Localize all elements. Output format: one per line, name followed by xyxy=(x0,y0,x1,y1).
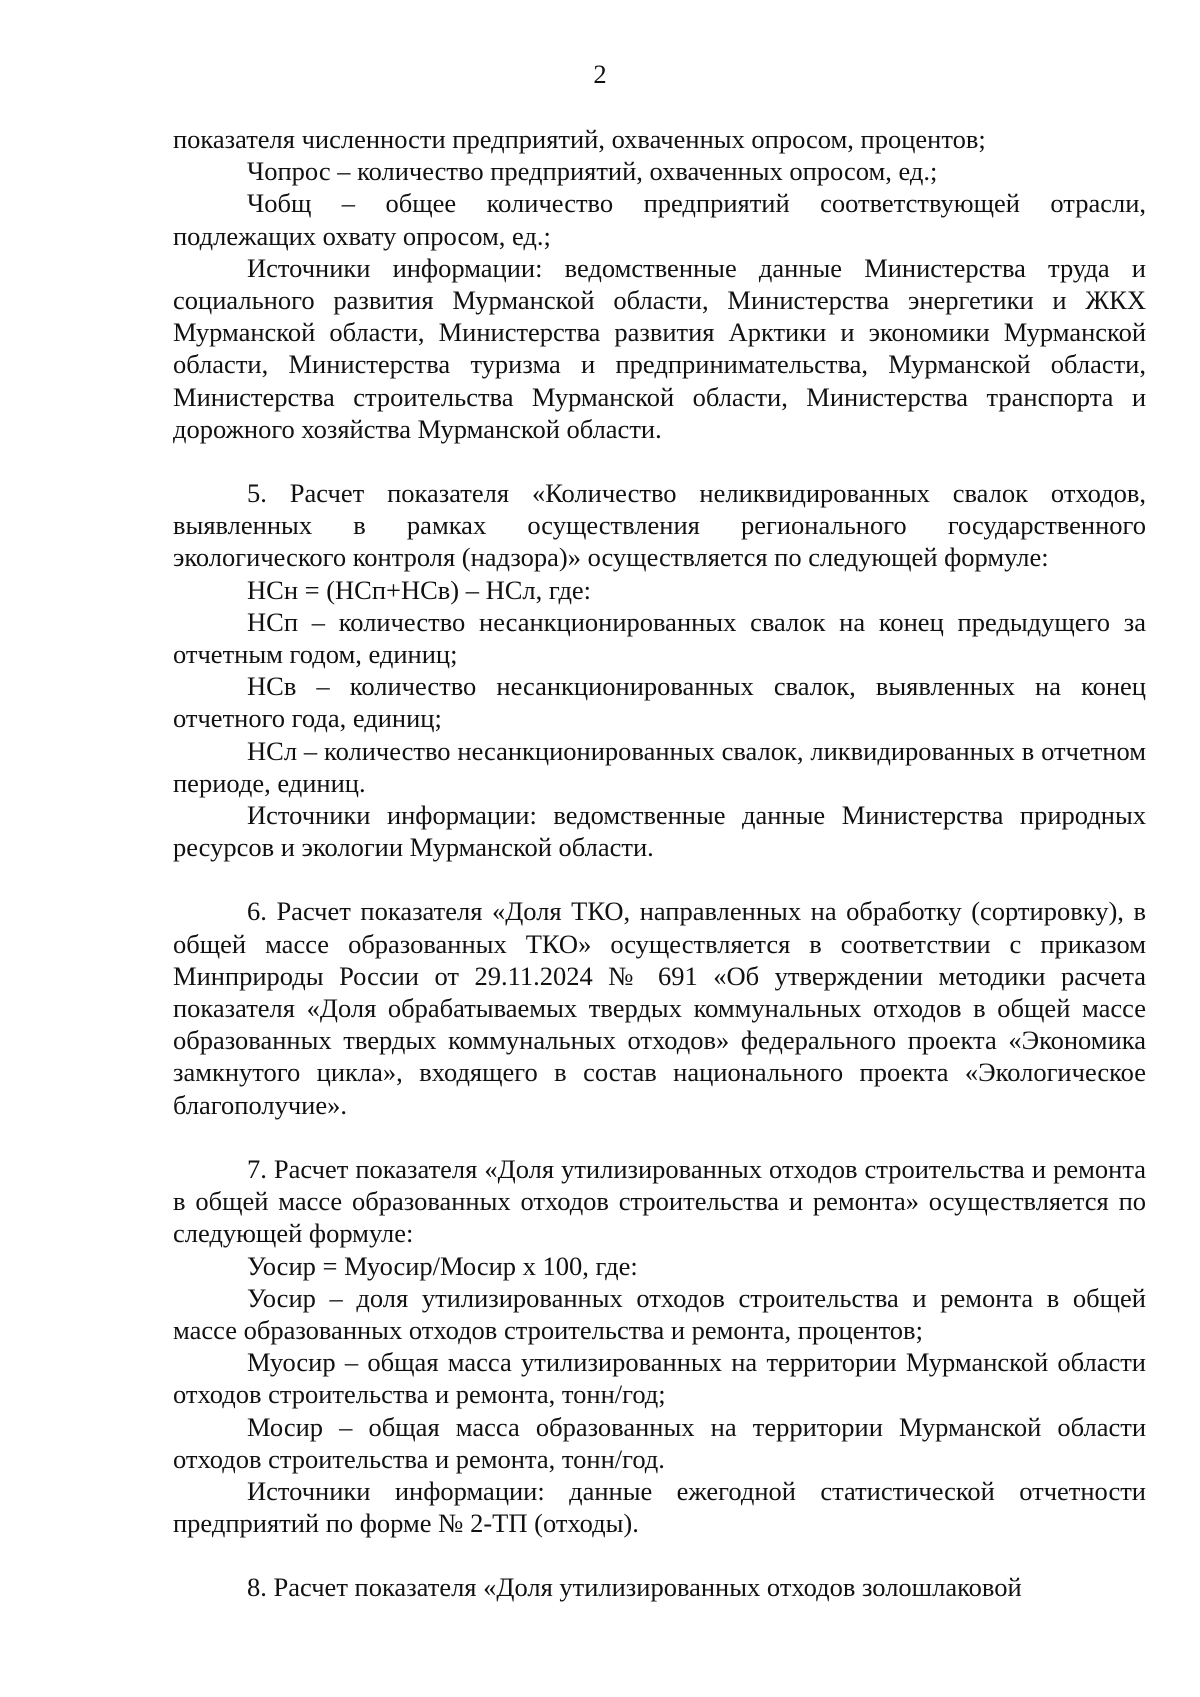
item-8-heading: 8. Расчет показателя «Доля утилизированных отходов золошлаковой xyxy=(247,1572,1022,1603)
definition-chobsch: Чобщ – общее количество предприятий соответствующей отрасли, подлежащих охвату опросом, ед.; xyxy=(173,188,1146,251)
information-sources-5: Источники информации: ведомственные данные Министерства природных ресурсов и экологии Мурманской области. xyxy=(173,800,1146,863)
item-7-heading: 7. Расчет показателя «Доля утилизированных отходов строительства и ремонта в общей массе образованных отходов строительства и ремонта» осуществляется по следующей формуле: xyxy=(173,1153,1146,1249)
formula-nsn: НСн = (НСп+НСв) – НСл, где: xyxy=(247,574,592,605)
definition-mosir: Мосир – общая масса образованных на территории Мурманской области отходов строительства и ремонта, тонн/год. xyxy=(173,1411,1146,1474)
item-6-paragraph: 6. Расчет показателя «Доля ТКО, направленных на обработку (сортировку), в общей массе образованных ТКО» осуществляется в соответствии с приказом Минприроды России от 29.11.2024 № 691 «Об утверждении методики расчета показателя «Доля обрабатываемых твердых коммунальных отходов в общей массе образованных твердых коммунальных отходов» федерального проекта «Экономика замкнутого цикла», входящего в состав национального проекта «Экологическое благополучие». xyxy=(173,896,1146,1120)
definition-nsl: НСл – количество несанкционированных свалок, ликвидированных в отчетном периоде, единиц. xyxy=(173,735,1146,798)
information-sources-7: Источники информации: данные ежегодной статистической отчетности предприятий по форме № 2-ТП (отходы). xyxy=(173,1475,1146,1539)
definition-uosir: Уосир – доля утилизированных отходов строительства и ремонта в общей массе образованных отходов строительства и ремонта, процентов; xyxy=(173,1282,1146,1345)
definition-chopros: Чопрос – количество предприятий, охваченных опросом, ед.; xyxy=(247,156,938,187)
information-sources-4: Источники информации: ведомственные данные Министерства труда и социального развития Мурманской области, Министерства энергетики и ЖКХ Мурманской области, Министерства развития Арктики и экономики Мурманской области, Министерства туризма и предпринимательства, Мурманской области, Министерства строительства Мурманской области, Министерства транспорта и дорожного хозяйства Мурманской области. xyxy=(173,252,1146,444)
page-number: 2 xyxy=(593,59,607,89)
definition-muosir: Муосир – общая масса утилизированных на территории Мурманской области отходов строительства и ремонта, тонн/год; xyxy=(173,1347,1146,1410)
definition-nsp: НСп – количество несанкционированных свалок на конец предыдущего за отчетным годом, единиц; xyxy=(173,606,1146,670)
paragraph-continuation: показателя численности предприятий, охваченных опросом, процентов; xyxy=(173,124,986,154)
item-5-heading: 5. Расчет показателя «Количество неликвидированных свалок отходов, выявленных в рамках осуществления регионального государственного экологического контроля (надзора)» осуществляется по следующей формуле: xyxy=(173,478,1146,573)
definition-nsv: НСв – количество несанкционированных свалок, выявленных на конец отчетного года, единиц; xyxy=(173,671,1146,734)
document-body xyxy=(173,123,1146,1604)
formula-uosir: Уосир = Муосир/Мосир х 100, где: xyxy=(247,1250,638,1281)
